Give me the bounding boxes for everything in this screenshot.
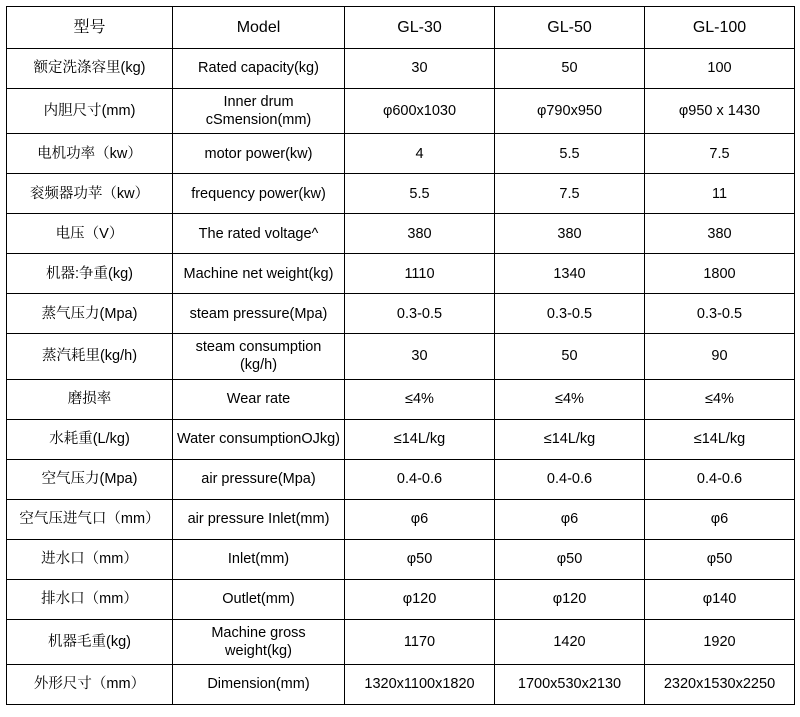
spec-label-en: Dimension(mm) xyxy=(173,664,345,704)
spec-label-cn: 机器毛重(kg) xyxy=(7,619,173,664)
spec-value-gl30: 0.3-0.5 xyxy=(345,294,495,334)
spec-value-gl30: ≤14L/kg xyxy=(345,419,495,459)
column-header-gl100: GL-100 xyxy=(645,7,795,49)
spec-value-gl100: φ6 xyxy=(645,499,795,539)
spec-label-en: frequency power(kw) xyxy=(173,174,345,214)
spec-value-gl50: 50 xyxy=(495,49,645,89)
column-header-gl30: GL-30 xyxy=(345,7,495,49)
spec-label-en: Machine gross weight(kg) xyxy=(173,619,345,664)
spec-label-en: Rated capacity(kg) xyxy=(173,49,345,89)
spec-label-en: air pressure(Mpa) xyxy=(173,459,345,499)
table-row xyxy=(7,49,795,89)
spec-label-cn: 水耗重(L/kg) xyxy=(7,419,173,459)
spec-label-cn: 机器:争重(kg) xyxy=(7,254,173,294)
spec-value-gl100: ≤4% xyxy=(645,379,795,419)
spec-label-cn: 电压（V） xyxy=(7,214,173,254)
spec-value-gl100: 11 xyxy=(645,174,795,214)
spec-value-gl50: 1340 xyxy=(495,254,645,294)
spec-value-gl100: 0.3-0.5 xyxy=(645,294,795,334)
spec-label-cn: 衮频器功苹（kw） xyxy=(7,174,173,214)
spec-value-gl30: 30 xyxy=(345,49,495,89)
spec-value-gl30: φ6 xyxy=(345,499,495,539)
spec-value-gl50: 0.4-0.6 xyxy=(495,459,645,499)
column-header-model-cn: 型号 xyxy=(7,7,173,49)
spec-label-en: The rated voltage^ xyxy=(173,214,345,254)
table-row xyxy=(7,664,795,704)
spec-label-cn: 磨损率 xyxy=(7,379,173,419)
spec-label-cn: 排水口（mm） xyxy=(7,579,173,619)
spec-value-gl50: φ790x950 xyxy=(495,89,645,134)
spec-value-gl100: ≤14L/kg xyxy=(645,419,795,459)
spec-value-gl50: 1700x530x2130 xyxy=(495,664,645,704)
table-row xyxy=(7,619,795,664)
spec-value-gl50: φ6 xyxy=(495,499,645,539)
spec-label-cn: 空气压力(Mpa) xyxy=(7,459,173,499)
spec-label-en: Inlet(mm) xyxy=(173,539,345,579)
spec-value-gl100: φ950 x 1430 xyxy=(645,89,795,134)
table-row xyxy=(7,379,795,419)
spec-value-gl100: φ50 xyxy=(645,539,795,579)
spec-value-gl50: 5.5 xyxy=(495,134,645,174)
spec-label-cn: 空气压进气口（mm） xyxy=(7,499,173,539)
spec-value-gl100: 90 xyxy=(645,334,795,379)
spec-value-gl30: 1170 xyxy=(345,619,495,664)
table-row xyxy=(7,134,795,174)
table-row xyxy=(7,499,795,539)
spec-value-gl50: ≤4% xyxy=(495,379,645,419)
spec-value-gl100: 7.5 xyxy=(645,134,795,174)
spec-value-gl30: 4 xyxy=(345,134,495,174)
spec-value-gl50: 1420 xyxy=(495,619,645,664)
spec-label-en: Inner drum cSmension(mm) xyxy=(173,89,345,134)
spec-value-gl30: 5.5 xyxy=(345,174,495,214)
spec-value-gl30: φ600x1030 xyxy=(345,89,495,134)
spec-value-gl100: 0.4-0.6 xyxy=(645,459,795,499)
spec-label-cn: 电机功率（kw） xyxy=(7,134,173,174)
table-row xyxy=(7,214,795,254)
spec-value-gl50: ≤14L/kg xyxy=(495,419,645,459)
spec-value-gl50: 0.3-0.5 xyxy=(495,294,645,334)
table-row xyxy=(7,294,795,334)
spec-label-en: steam consumption (kg/h) xyxy=(173,334,345,379)
column-header-gl50: GL-50 xyxy=(495,7,645,49)
spec-value-gl100: 380 xyxy=(645,214,795,254)
spec-label-en: Outlet(mm) xyxy=(173,579,345,619)
spec-value-gl100: 2320x1530x2250 xyxy=(645,664,795,704)
spec-value-gl50: 50 xyxy=(495,334,645,379)
table-row xyxy=(7,174,795,214)
spec-label-cn: 内胆尺寸(mm) xyxy=(7,89,173,134)
spec-value-gl30: φ120 xyxy=(345,579,495,619)
spec-value-gl100: 1800 xyxy=(645,254,795,294)
spec-value-gl30: 1110 xyxy=(345,254,495,294)
table-row xyxy=(7,334,795,379)
spec-value-gl100: 1920 xyxy=(645,619,795,664)
spec-value-gl100: φ140 xyxy=(645,579,795,619)
spec-value-gl50: φ50 xyxy=(495,539,645,579)
column-header-model-en: Model xyxy=(173,7,345,49)
table-row xyxy=(7,89,795,134)
spec-value-gl100: 100 xyxy=(645,49,795,89)
spec-value-gl30: 0.4-0.6 xyxy=(345,459,495,499)
table-row xyxy=(7,539,795,579)
table-row xyxy=(7,254,795,294)
spec-label-en: steam pressure(Mpa) xyxy=(173,294,345,334)
spec-value-gl30: 1320x1100x1820 xyxy=(345,664,495,704)
table-body xyxy=(7,7,795,705)
spec-label-cn: 蒸气压力(Mpa) xyxy=(7,294,173,334)
spec-label-en: Water consumptionOJkg) xyxy=(173,419,345,459)
spec-label-en: Wear rate xyxy=(173,379,345,419)
spec-value-gl30: 30 xyxy=(345,334,495,379)
spec-label-cn: 蒸汽耗里(kg/h) xyxy=(7,334,173,379)
spec-label-cn: 额定洗涤容里(kg) xyxy=(7,49,173,89)
spec-value-gl50: φ120 xyxy=(495,579,645,619)
spec-label-cn: 外形尺寸（mm） xyxy=(7,664,173,704)
table-header-row xyxy=(7,7,795,49)
table-row xyxy=(7,419,795,459)
spec-value-gl30: φ50 xyxy=(345,539,495,579)
spec-label-en: Machine net weight(kg) xyxy=(173,254,345,294)
specification-table xyxy=(6,6,795,705)
spec-value-gl30: 380 xyxy=(345,214,495,254)
table-row xyxy=(7,459,795,499)
spec-value-gl50: 380 xyxy=(495,214,645,254)
spec-value-gl50: 7.5 xyxy=(495,174,645,214)
spec-label-en: air pressure Inlet(mm) xyxy=(173,499,345,539)
table-row xyxy=(7,579,795,619)
spec-label-en: motor power(kw) xyxy=(173,134,345,174)
spec-value-gl30: ≤4% xyxy=(345,379,495,419)
spec-label-cn: 进水口（mm） xyxy=(7,539,173,579)
